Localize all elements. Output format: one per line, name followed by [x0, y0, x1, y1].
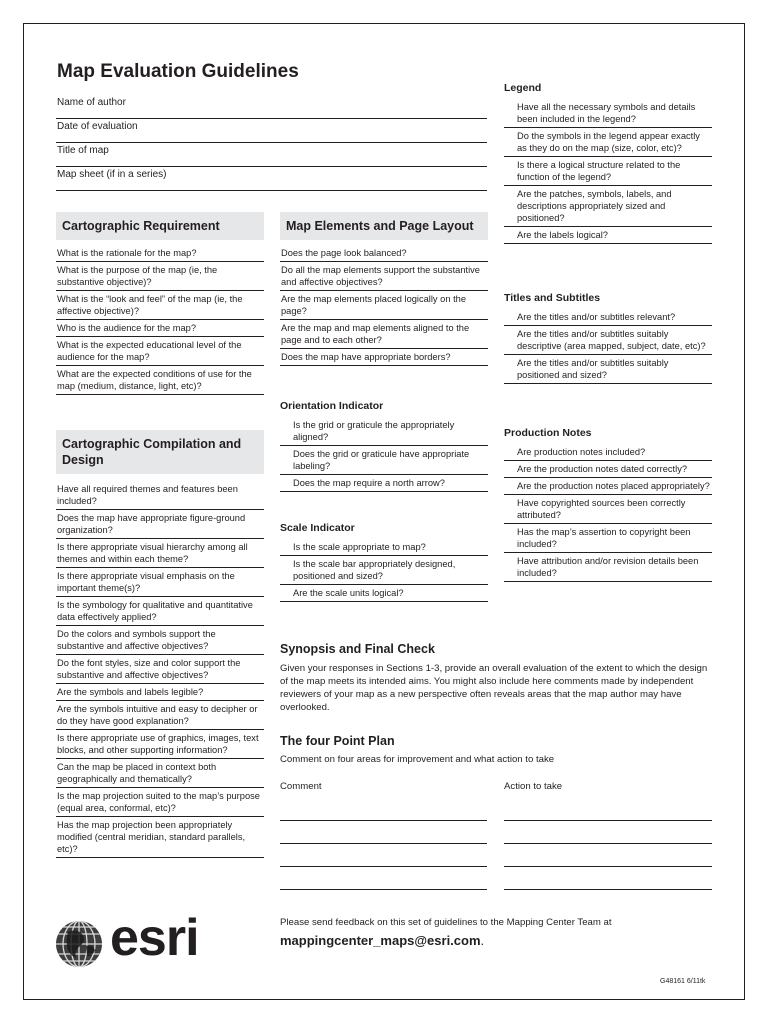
comment-label: Comment [280, 781, 322, 792]
list-item: Are the patches, symbols, labels, and descriptions appropriately sized and positioned? [504, 186, 712, 227]
section-heading: Map Elements and Page Layout [280, 212, 488, 240]
name-of-author-field[interactable]: Name of author [56, 96, 487, 119]
list-item: Are production notes included? [504, 444, 712, 461]
action-label: Action to take [504, 781, 563, 792]
list-item: Has the map projection been appropriately modified (central meridian, standard parallels, etc)? [56, 817, 264, 858]
list-item: Do all the map elements support the substantive and affective objectives? [280, 262, 488, 291]
title-of-map-field[interactable]: Title of map [56, 144, 487, 167]
email-line [280, 932, 484, 950]
production-section [504, 427, 712, 582]
section-subheading: Orientation Indicator [280, 400, 384, 412]
email-period: . [480, 933, 485, 948]
list-item: Who is the audience for the map? [56, 320, 264, 337]
four-point-heading: The four Point Plan [280, 734, 395, 748]
page-title: Map Evaluation Guidelines [57, 61, 299, 82]
section-subheading: Legend [504, 82, 542, 94]
list-item: Does the map require a north arrow? [280, 475, 488, 492]
action-line[interactable] [504, 843, 712, 844]
list-item: Is there appropriate visual emphasis on the important theme(s)? [56, 568, 264, 597]
checklist [504, 309, 712, 384]
esri-logo [54, 909, 214, 970]
synopsis-text: Given your responses in Sections 1-3, provide an overall evaluation of the extent to which the design of the map meets its intended aims. You might also include here comments made by independent reviewers of your map as a new perspective often reveals areas that the map author may have overlooked. [280, 663, 708, 713]
list-item: Does the map have appropriate borders? [280, 349, 488, 366]
comment-line[interactable] [280, 843, 487, 844]
list-item: Are the map and map elements aligned to the page and to each other? [280, 320, 488, 349]
list-item: Have all required themes and features been included? [56, 481, 264, 510]
list-item: Can the map be placed in context both geographically and thematically? [56, 759, 264, 788]
list-item: Is there a logical structure related to the function of the legend? [504, 157, 712, 186]
map-elements-section [280, 212, 488, 366]
list-item: Are the symbols and labels legible? [56, 684, 264, 701]
checklist [280, 417, 488, 492]
list-item: Are the labels logical? [504, 227, 712, 244]
checklist [504, 444, 712, 582]
comment-line[interactable] [280, 889, 487, 890]
action-line[interactable] [504, 889, 712, 890]
list-item: Do the colors and symbols support the substantive and affective objectives? [56, 626, 264, 655]
titles-section [504, 292, 712, 384]
list-item: Have attribution and/or revision details been included? [504, 553, 712, 582]
list-item: Has the map’s assertion to copyright been included? [504, 524, 712, 553]
list-item: Are the production notes placed appropriately? [504, 478, 712, 495]
map-sheet-field[interactable]: Map sheet (if in a series) [56, 168, 487, 191]
synopsis-section [280, 642, 712, 714]
list-item: Are the titles and/or subtitles suitably positioned and sized? [504, 355, 712, 384]
action-line[interactable] [504, 820, 712, 821]
legend-section [504, 82, 712, 244]
section-subheading: Titles and Subtitles [504, 292, 601, 304]
scale-section [280, 522, 488, 602]
orientation-section [280, 400, 488, 492]
cartographic-requirement-section [56, 212, 264, 395]
feedback-text: Please send feedback on this set of guidelines to the Mapping Center Team at [280, 917, 612, 928]
list-item: Are the titles and/or subtitles relevant? [504, 309, 712, 326]
list-item: Is the symbology for qualitative and quantitative data effectively applied? [56, 597, 264, 626]
list-item: What is the rationale for the map? [56, 245, 264, 262]
list-item: What is the “look and feel” of the map (ie, the affective objective)? [56, 291, 264, 320]
action-line[interactable] [504, 866, 712, 867]
list-item: Is the scale bar appropriately designed, positioned and sized? [280, 556, 488, 585]
list-item: What are the expected conditions of use for the map (medium, distance, light, etc)? [56, 366, 264, 395]
list-item: Does the map have appropriate figure-ground organization? [56, 510, 264, 539]
compilation-section [56, 430, 264, 858]
list-item: Do the symbols in the legend appear exactly as they do on the map (size, color, etc)? [504, 128, 712, 157]
list-item: Are the map elements placed logically on the page? [280, 291, 488, 320]
list-item: Have all the necessary symbols and details been included in the legend? [504, 99, 712, 128]
section-heading: Cartographic Requirement [56, 212, 264, 240]
email-link[interactable]: mappingcenter_maps@esri.com [280, 933, 481, 948]
list-item: Have copyrighted sources been correctly attributed? [504, 495, 712, 524]
list-item: Is the grid or graticule the appropriately aligned? [280, 417, 488, 446]
list-item: What is the purpose of the map (ie, the substantive objective)? [56, 262, 264, 291]
section-subheading: Production Notes [504, 427, 592, 439]
section-heading: Cartographic Compilation and Design [56, 430, 264, 474]
checklist [280, 245, 488, 366]
esri-wordmark: esri [110, 909, 199, 967]
list-item: Are the production notes dated correctly? [504, 461, 712, 478]
list-item: Are the scale units logical? [280, 585, 488, 602]
list-item: Does the page look balanced? [280, 245, 488, 262]
globe-icon [54, 916, 106, 970]
list-item: Are the symbols intuitive and easy to decipher or do they have good explanation? [56, 701, 264, 730]
checklist [56, 481, 264, 858]
checklist [504, 99, 712, 244]
four-point-section [280, 734, 712, 766]
list-item: Is there appropriate visual hierarchy among all themes and within each theme? [56, 539, 264, 568]
section-subheading: Scale Indicator [280, 522, 355, 534]
comment-line[interactable] [280, 866, 487, 867]
list-item: What is the expected educational level of the audience for the map? [56, 337, 264, 366]
date-of-evaluation-field[interactable]: Date of evaluation [56, 120, 487, 143]
synopsis-heading: Synopsis and Final Check [280, 642, 435, 656]
checklist [280, 539, 488, 602]
list-item: Does the grid or graticule have appropriate labeling? [280, 446, 488, 475]
document-code: G48161 6/11tk [660, 978, 706, 985]
list-item: Is the scale appropriate to map? [280, 539, 488, 556]
list-item: Are the titles and/or subtitles suitably descriptive (area mapped, subject, date, etc)? [504, 326, 712, 355]
list-item: Is the map projection suited to the map’s purpose (equal area, conformal, etc)? [56, 788, 264, 817]
four-point-text: Comment on four areas for improvement and what action to take [280, 754, 555, 765]
list-item: Is there appropriate use of graphics, images, text blocks, and other supporting information? [56, 730, 264, 759]
checklist [56, 245, 264, 395]
comment-line[interactable] [280, 820, 487, 821]
list-item: Do the font styles, size and color support the substantive and affective objectives? [56, 655, 264, 684]
